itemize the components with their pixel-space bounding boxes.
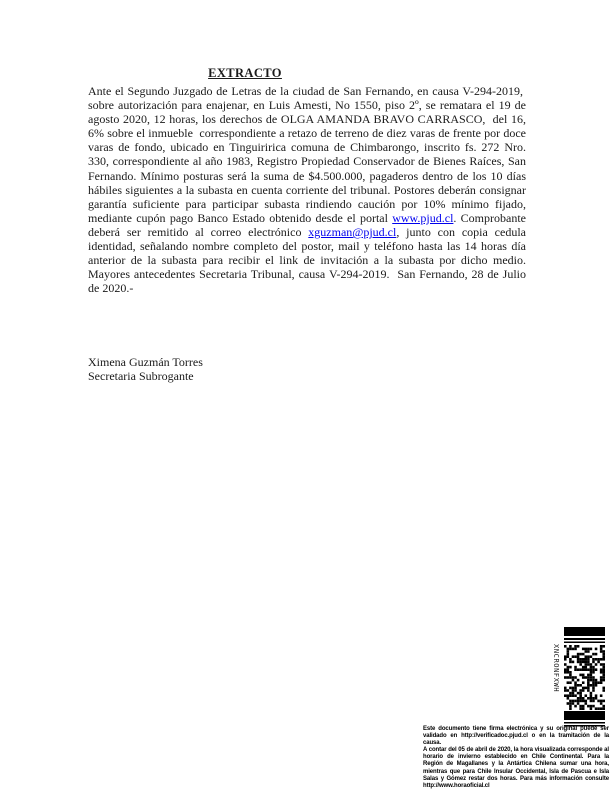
document-body-paragraph xyxy=(88,84,526,295)
signature-role: Secretaria Subrogante xyxy=(88,369,194,384)
body-text-run: . Comprobante deberá ser remitido al correo electrónico xyxy=(88,210,526,239)
document-title: EXTRACTO xyxy=(208,66,282,80)
body-hyperlink[interactable]: xguzman@pjud.cl xyxy=(308,224,397,239)
verification-barcode-icon xyxy=(564,627,605,727)
body-hyperlink[interactable]: www.pjud.cl xyxy=(392,210,454,225)
body-text-run: Ante el Segundo Juzgado de Letras de la ciudad de San Fernando, en causa V-294-2019, sobre autorización para enajenar, en Luis Amesti, No 1550, piso 2º, se rematara el 19 de agosto 2020, 12 horas, los derechos de OLGA AMANDA BRAVO CARRASCO, del 16, 6% sobre el inmueble correspondiente a retazo de terreno de diez varas de frente por doce varas de fondo, ubicado en Tinguiririca comuna de Chimbarongo, inscrito fs. 272 Nro. 330, correspondiente al año 1983, Registro Propiedad Conservador de Bienes Raíces, San Fernando. Mínimo posturas será la suma de $4.500.000, pagaderos dentro de los 10 días hábiles siguientes a la subasta en cuenta corriente del tribunal. Postores deberán consignar garantía suficiente para participar subasta rindiendo caución por 10% mínimo fijado, mediante cupón pago Banco Estado obtenido desde el portal xyxy=(88,84,526,225)
disclaimer-time-note: A contar del 05 de abril de 2020, la hora visualizada corresponde al horario de invierno establecido en Chile Continental. Para la Región de Magallanes y la Antártica Chilena sumar una hora, mientras que para Chile Insular Occidental, Isla de Pascua e Isla Salas y Gómez restar dos horas. Para más información consulte http://www.horaoficial.cl xyxy=(423,747,609,789)
signature-block xyxy=(88,355,203,383)
body-text-run: , junto con copia cedula identidad, señalando nombre completo del postor, mail y teléfono hasta las 14 horas día anterior de la subasta para recibir el link de invitación a la subasta por dicho medio. Mayores antecedentes Secretaria Tribunal, causa V-294-2019. San Fernando, 28 de Julio de 2020.- xyxy=(88,224,526,296)
verification-code-label: XNCRONFXWH xyxy=(552,644,560,693)
signature-name: Ximena Guzmán Torres xyxy=(88,355,203,369)
disclaimer-signature-note: Este documento tiene firma electrónica y su original puede ser validado en http://verificadoc.pjud.cl o en la tramitación de la causa. xyxy=(423,726,609,747)
disclaimer-block xyxy=(423,726,609,790)
